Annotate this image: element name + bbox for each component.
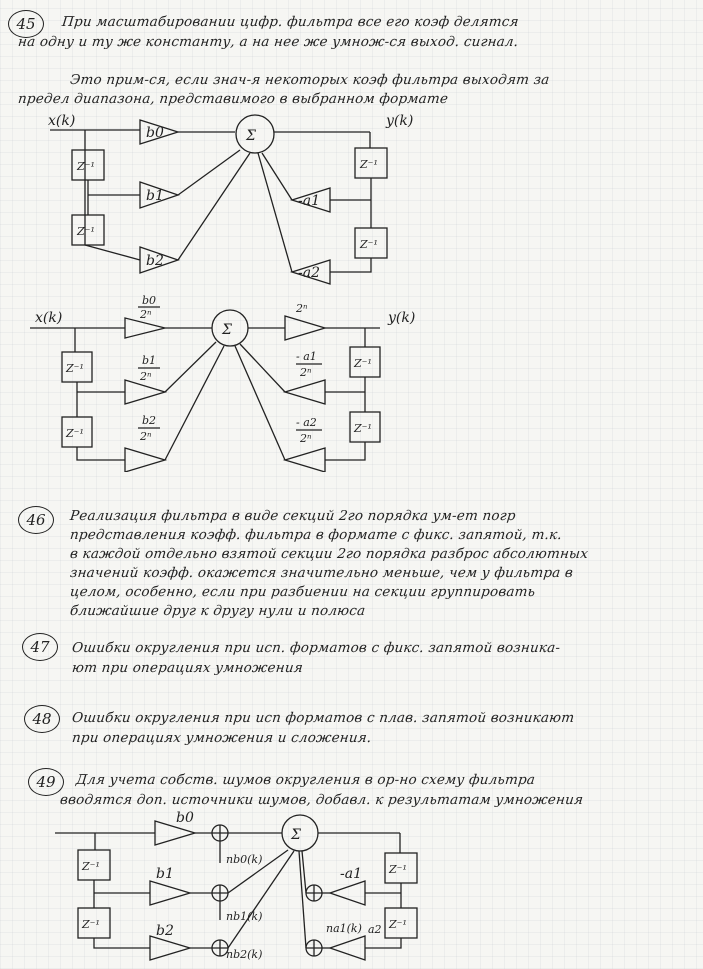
svg-text:Σ: Σ (246, 128, 256, 144)
svg-text:nb1(k): nb1(k) (226, 910, 263, 923)
section-48-line-1: Ошибки округления при исп форматов с плав. запятой возникают (71, 710, 576, 726)
section-45-line-4: Это прим-ся, если знач-я некоторых коэф фильтра выходят за (69, 72, 551, 88)
svg-text:b0: b0 (176, 810, 194, 826)
section-46-line-3: в каждой отдельно взятой секции 2го порядка разброс абсолютных (69, 546, 589, 562)
section-45-number: 45 (8, 10, 44, 38)
svg-text:Z⁻¹: Z⁻¹ (360, 238, 378, 251)
svg-text:2ⁿ: 2ⁿ (140, 370, 152, 383)
noise-model-diagram (0, 808, 703, 968)
svg-text:- a1: - a1 (296, 350, 317, 363)
svg-text:2ⁿ: 2ⁿ (140, 430, 152, 443)
svg-text:Z⁻¹: Z⁻¹ (82, 918, 100, 931)
svg-text:b1: b1 (146, 188, 164, 204)
svg-text:b2: b2 (146, 253, 164, 269)
svg-text:2ⁿ: 2ⁿ (140, 308, 152, 321)
svg-text:Σ: Σ (291, 827, 301, 843)
filter-diagram-2 (0, 292, 703, 472)
diagram1-output-label: y(k) (386, 113, 414, 129)
svg-text:b2: b2 (156, 923, 174, 939)
svg-text:nb2(k): nb2(k) (226, 948, 263, 961)
svg-text:Z⁻¹: Z⁻¹ (66, 427, 84, 440)
diagram1-input-label: x(k) (48, 113, 76, 129)
svg-text:Z⁻¹: Z⁻¹ (77, 160, 95, 173)
section-45-line-2: на одну и ту же константу, а на нее же умнож-ся выход. сигнал. (17, 34, 520, 50)
section-49-number: 49 (28, 768, 64, 796)
svg-text:2ⁿ: 2ⁿ (300, 432, 312, 445)
svg-text:-a1: -a1 (340, 866, 362, 882)
svg-text:a2: a2 (368, 923, 382, 936)
svg-text:nb0(k): nb0(k) (226, 853, 263, 866)
svg-text:Z⁻¹: Z⁻¹ (360, 158, 378, 171)
section-45-line-5: предел диапазона, представимого в выбранном формате (17, 91, 450, 107)
svg-text:2ⁿ: 2ⁿ (300, 366, 312, 379)
section-47-number: 47 (22, 633, 58, 661)
section-49-line-1: Для учета собств. шумов округления в ор-но схему фильтра (75, 772, 536, 788)
section-48-line-2: при операциях умножения и сложения. (71, 730, 373, 746)
svg-text:Z⁻¹: Z⁻¹ (389, 918, 407, 931)
section-46-line-5: целом, особенно, если при разбиении на секции группировать (69, 584, 537, 600)
svg-text:Z⁻¹: Z⁻¹ (82, 860, 100, 873)
section-47-line-1: Ошибки округления при исп. форматов с фикс. запятой возника- (71, 640, 562, 656)
svg-text:b1: b1 (156, 866, 174, 882)
svg-text:y(k): y(k) (388, 310, 416, 326)
svg-text:Z⁻¹: Z⁻¹ (354, 422, 372, 435)
svg-text:- a2: - a2 (296, 416, 317, 429)
svg-text:Z⁻¹: Z⁻¹ (77, 225, 95, 238)
svg-text:b0: b0 (142, 294, 157, 307)
section-46-line-6: ближайшие друг к другу нули и полюса (69, 603, 367, 619)
svg-text:Σ: Σ (222, 322, 232, 338)
svg-text:2ⁿ: 2ⁿ (296, 302, 308, 315)
section-45-line-1: При масштабировании цифр. фильтра все его коэф делятся (61, 14, 520, 30)
svg-text:x(k): x(k) (35, 310, 63, 326)
section-46-line-4: значений коэфф. окажется значительно меньше, чем у фильтра в (69, 565, 574, 581)
svg-text:b2: b2 (142, 414, 157, 427)
svg-text:Z⁻¹: Z⁻¹ (354, 357, 372, 370)
section-46-line-2: представления коэфф. фильтра в формате с фикс. запятой, т.к. (69, 527, 563, 543)
svg-text:-a2: -a2 (298, 265, 320, 281)
svg-text:b0: b0 (146, 125, 164, 141)
section-49-line-2: вводятся доп. источники шумов, добавл. к результатам умножения (59, 792, 585, 808)
svg-text:b1: b1 (142, 354, 157, 367)
section-47-line-2: ют при операциях умножения (71, 660, 304, 676)
filter-diagram-1 (0, 100, 703, 290)
svg-text:Z⁻¹: Z⁻¹ (66, 362, 84, 375)
svg-text:-a1: -a1 (298, 193, 320, 209)
svg-text:na1(k): na1(k) (326, 922, 362, 935)
svg-text:Z⁻¹: Z⁻¹ (389, 863, 407, 876)
section-46-number: 46 (18, 506, 54, 534)
section-48-number: 48 (24, 705, 60, 733)
section-46-line-1: Реализация фильтра в виде секций 2го порядка ум-ет погр (69, 508, 517, 524)
